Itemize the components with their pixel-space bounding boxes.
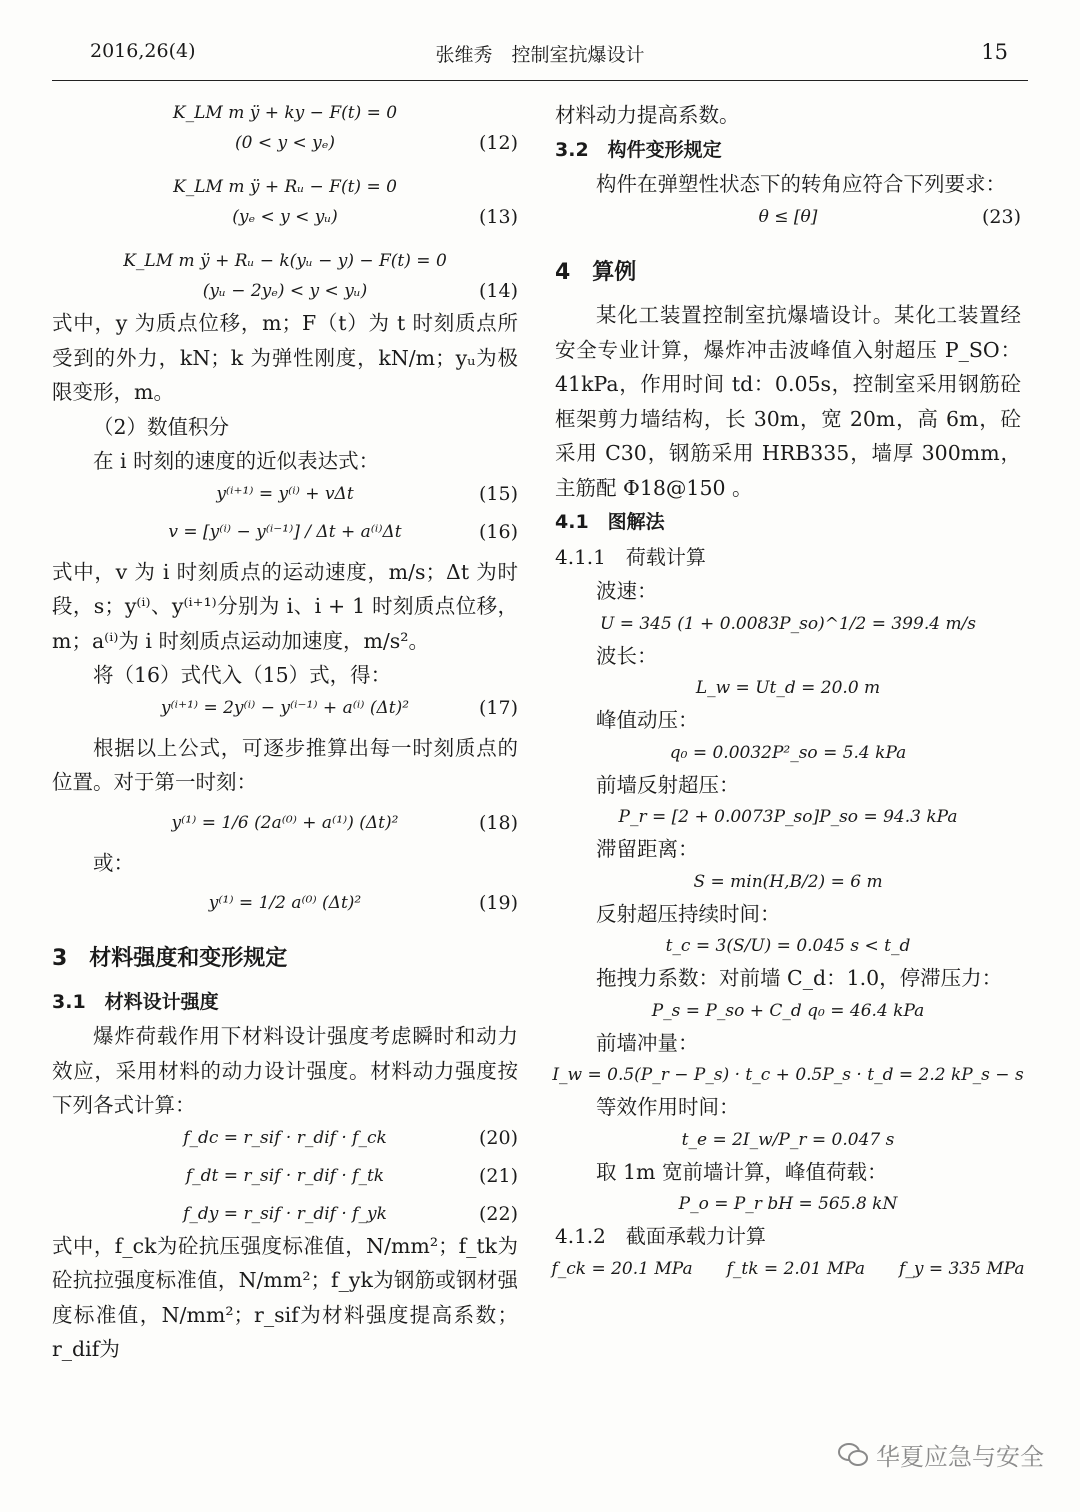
subsection-heading: 3.2 构件变形规定 <box>555 138 722 161</box>
equation-12: K_LM m ÿ + ky − F(t) = 0 <box>172 103 398 123</box>
paragraph: （2）数值积分 <box>93 414 230 439</box>
paragraph: 将（16）式代入（15）式，得： <box>93 663 392 687</box>
paragraph: 某化工装置控制室抗爆墙设计。某化工装置经安全专业计算，爆炸冲击波峰值入射超压 P_SO：41kPa，作用时间 td：0.05s，控制室采用钢筋砼框架剪力墙结构，长 30m，宽 20m，高 6m，砼采用 C30，钢筋采用 HRB335，墙厚 300mm，主筋配 Φ18@150 。 <box>555 303 1021 500</box>
equation-14-range: (yᵤ − 2yₑ) < y < yᵤ) (14) <box>202 280 518 302</box>
right-column <box>551 98 1025 1284</box>
running-title: 张维秀 控制室抗爆设计 <box>435 44 645 66</box>
equation-18: y⁽¹⁾ = 1/6 (2a⁽⁰⁾ + a⁽¹⁾) (Δt)² (18) <box>171 811 518 834</box>
equation-15: y⁽ⁱ⁺¹⁾ = y⁽ⁱ⁾ + vΔt (15) <box>216 482 518 505</box>
equation: U = 345 (1 + 0.0083P_so)^1/2 = 399.4 m/s <box>599 613 977 634</box>
paragraph: 式中，y 为质点位移，m；F（t）为 t 时刻质点所受到的外力，kN；k 为弹性刚度，kN/m；yᵤ为极限变形，m。 <box>52 311 518 404</box>
equation-17: y⁽ⁱ⁺¹⁾ = 2y⁽ⁱ⁾ − y⁽ⁱ⁻¹⁾ + a⁽ⁱ⁾ (Δt)² (17) <box>160 696 518 719</box>
section-heading: 3 材料强度和变形规定 <box>52 946 288 971</box>
label: 峰值动压： <box>596 708 699 732</box>
equation: f_ck = 20.1 MPa f_tk = 2.01 MPa f_y = 335 MPa <box>551 1258 1025 1279</box>
label: 波速： <box>596 579 658 603</box>
label: 拖拽力系数：对前墙 C_d：1.0，停滞压力： <box>596 966 1003 990</box>
paragraph: 材料动力提高系数。 <box>555 103 740 127</box>
label: 滞留距离： <box>596 837 699 861</box>
header-rule <box>52 80 1028 81</box>
equation: t_c = 3(S/U) = 0.045 s < t_d <box>665 936 911 956</box>
page-number: 15 <box>981 40 1008 64</box>
label: 波长： <box>596 643 658 668</box>
equation: P_r = [2 + 0.0073P_so]P_so = 94.3 kPa <box>618 807 958 827</box>
journal-issue: 2016,26(4) <box>90 40 196 62</box>
label: 取 1m 宽前墙计算，峰值荷载： <box>596 1159 888 1184</box>
paragraph: 或： <box>93 850 134 875</box>
wechat-icon <box>838 1442 868 1468</box>
equation-22: f_dy = r_sif · r_dif · f_yk (22) <box>183 1202 518 1225</box>
equation: t_e = 2I_w/P_r = 0.047 s <box>681 1129 895 1150</box>
subsubsection-heading: 4.1.1 荷载计算 <box>555 544 706 569</box>
equation-16: v = [y⁽ⁱ⁾ − y⁽ⁱ⁻¹⁾] / Δt + a⁽ⁱ⁾Δt (16) <box>168 520 518 543</box>
paragraph: 式中，f_ck为砼抗压强度标准值，N/mm²；f_tk为砼抗拉强度标准值，N/mm²；f_yk为钢筋或钢材强度标准值，N/mm²；r_sif为材料强度提高系数；r_dif为 <box>52 1233 518 1361</box>
section-heading: 4 算例 <box>555 259 637 285</box>
paragraph: 根据以上公式，可逐步推算出每一时刻质点的位置。对于第一时刻： <box>52 735 518 794</box>
equation-23: θ ≤ [θ] (23) <box>758 205 1021 228</box>
equation-21: f_dt = r_sif · r_dif · f_tk (21) <box>185 1164 518 1187</box>
label: 反射超压持续时间： <box>596 901 781 926</box>
label: 前墙冲量： <box>596 1030 699 1055</box>
left-column <box>52 98 518 1367</box>
equation: q₀ = 0.0032P²_so = 5.4 kPa <box>669 742 907 763</box>
equation: I_w = 0.5(P_r − P_s) · t_c + 0.5P_s · t_d = 2.2 kP_s − s <box>552 1065 1024 1085</box>
watermark: 华夏应急与安全 <box>838 1437 1044 1472</box>
subsection-heading: 4.1 图解法 <box>555 511 665 533</box>
paragraph: 爆炸荷载作用下材料设计强度考虑瞬时和动力效应，采用材料的动力设计强度。材料动力强度按下列各式计算： <box>52 1024 518 1117</box>
subsubsection-heading: 4.1.2 截面承载力计算 <box>555 1224 766 1248</box>
paragraph: 式中，v 为 i 时刻质点的运动速度，m/s；Δt 为时段，s；y⁽ⁱ⁾、y⁽ⁱ⁺¹⁾分别为 i、i + 1 时刻质点位移，m；a⁽ⁱ⁾为 i 时刻质点运动加速度，m/s²。 <box>52 559 518 653</box>
label: 等效作用时间： <box>596 1095 740 1119</box>
equation-12-range: (0 < y < yₑ) (12) <box>235 132 518 154</box>
subsection-heading: 3.1 材料设计强度 <box>52 990 219 1013</box>
equation-20: f_dc = r_sif · r_dif · f_ck (20) <box>183 1126 518 1149</box>
equation-13-range: (yₑ < y < yᵤ) (13) <box>232 206 518 228</box>
equation: L_w = Ut_d = 20.0 m <box>695 678 881 698</box>
paragraph: 构件在弹塑性状态下的转角应符合下列要求： <box>596 172 1006 196</box>
equation: S = min(H,B/2) = 6 m <box>693 871 883 892</box>
equation: P_s = P_so + C_d q₀ = 46.4 kPa <box>651 1000 925 1021</box>
paragraph: 在 i 时刻的速度的近似表达式： <box>93 449 380 473</box>
equation-13: K_LM m ÿ + Rᵤ − F(t) = 0 <box>173 177 397 197</box>
equation: P_o = P_r bH = 565.8 kN <box>678 1194 898 1214</box>
label: 前墙反射超压： <box>596 772 740 797</box>
equation-19: y⁽¹⁾ = 1/2 a⁽⁰⁾ (Δt)² (19) <box>208 892 518 914</box>
equation-14: K_LM m ÿ + Rᵤ − k(yᵤ − y) − F(t) = 0 <box>123 251 447 271</box>
